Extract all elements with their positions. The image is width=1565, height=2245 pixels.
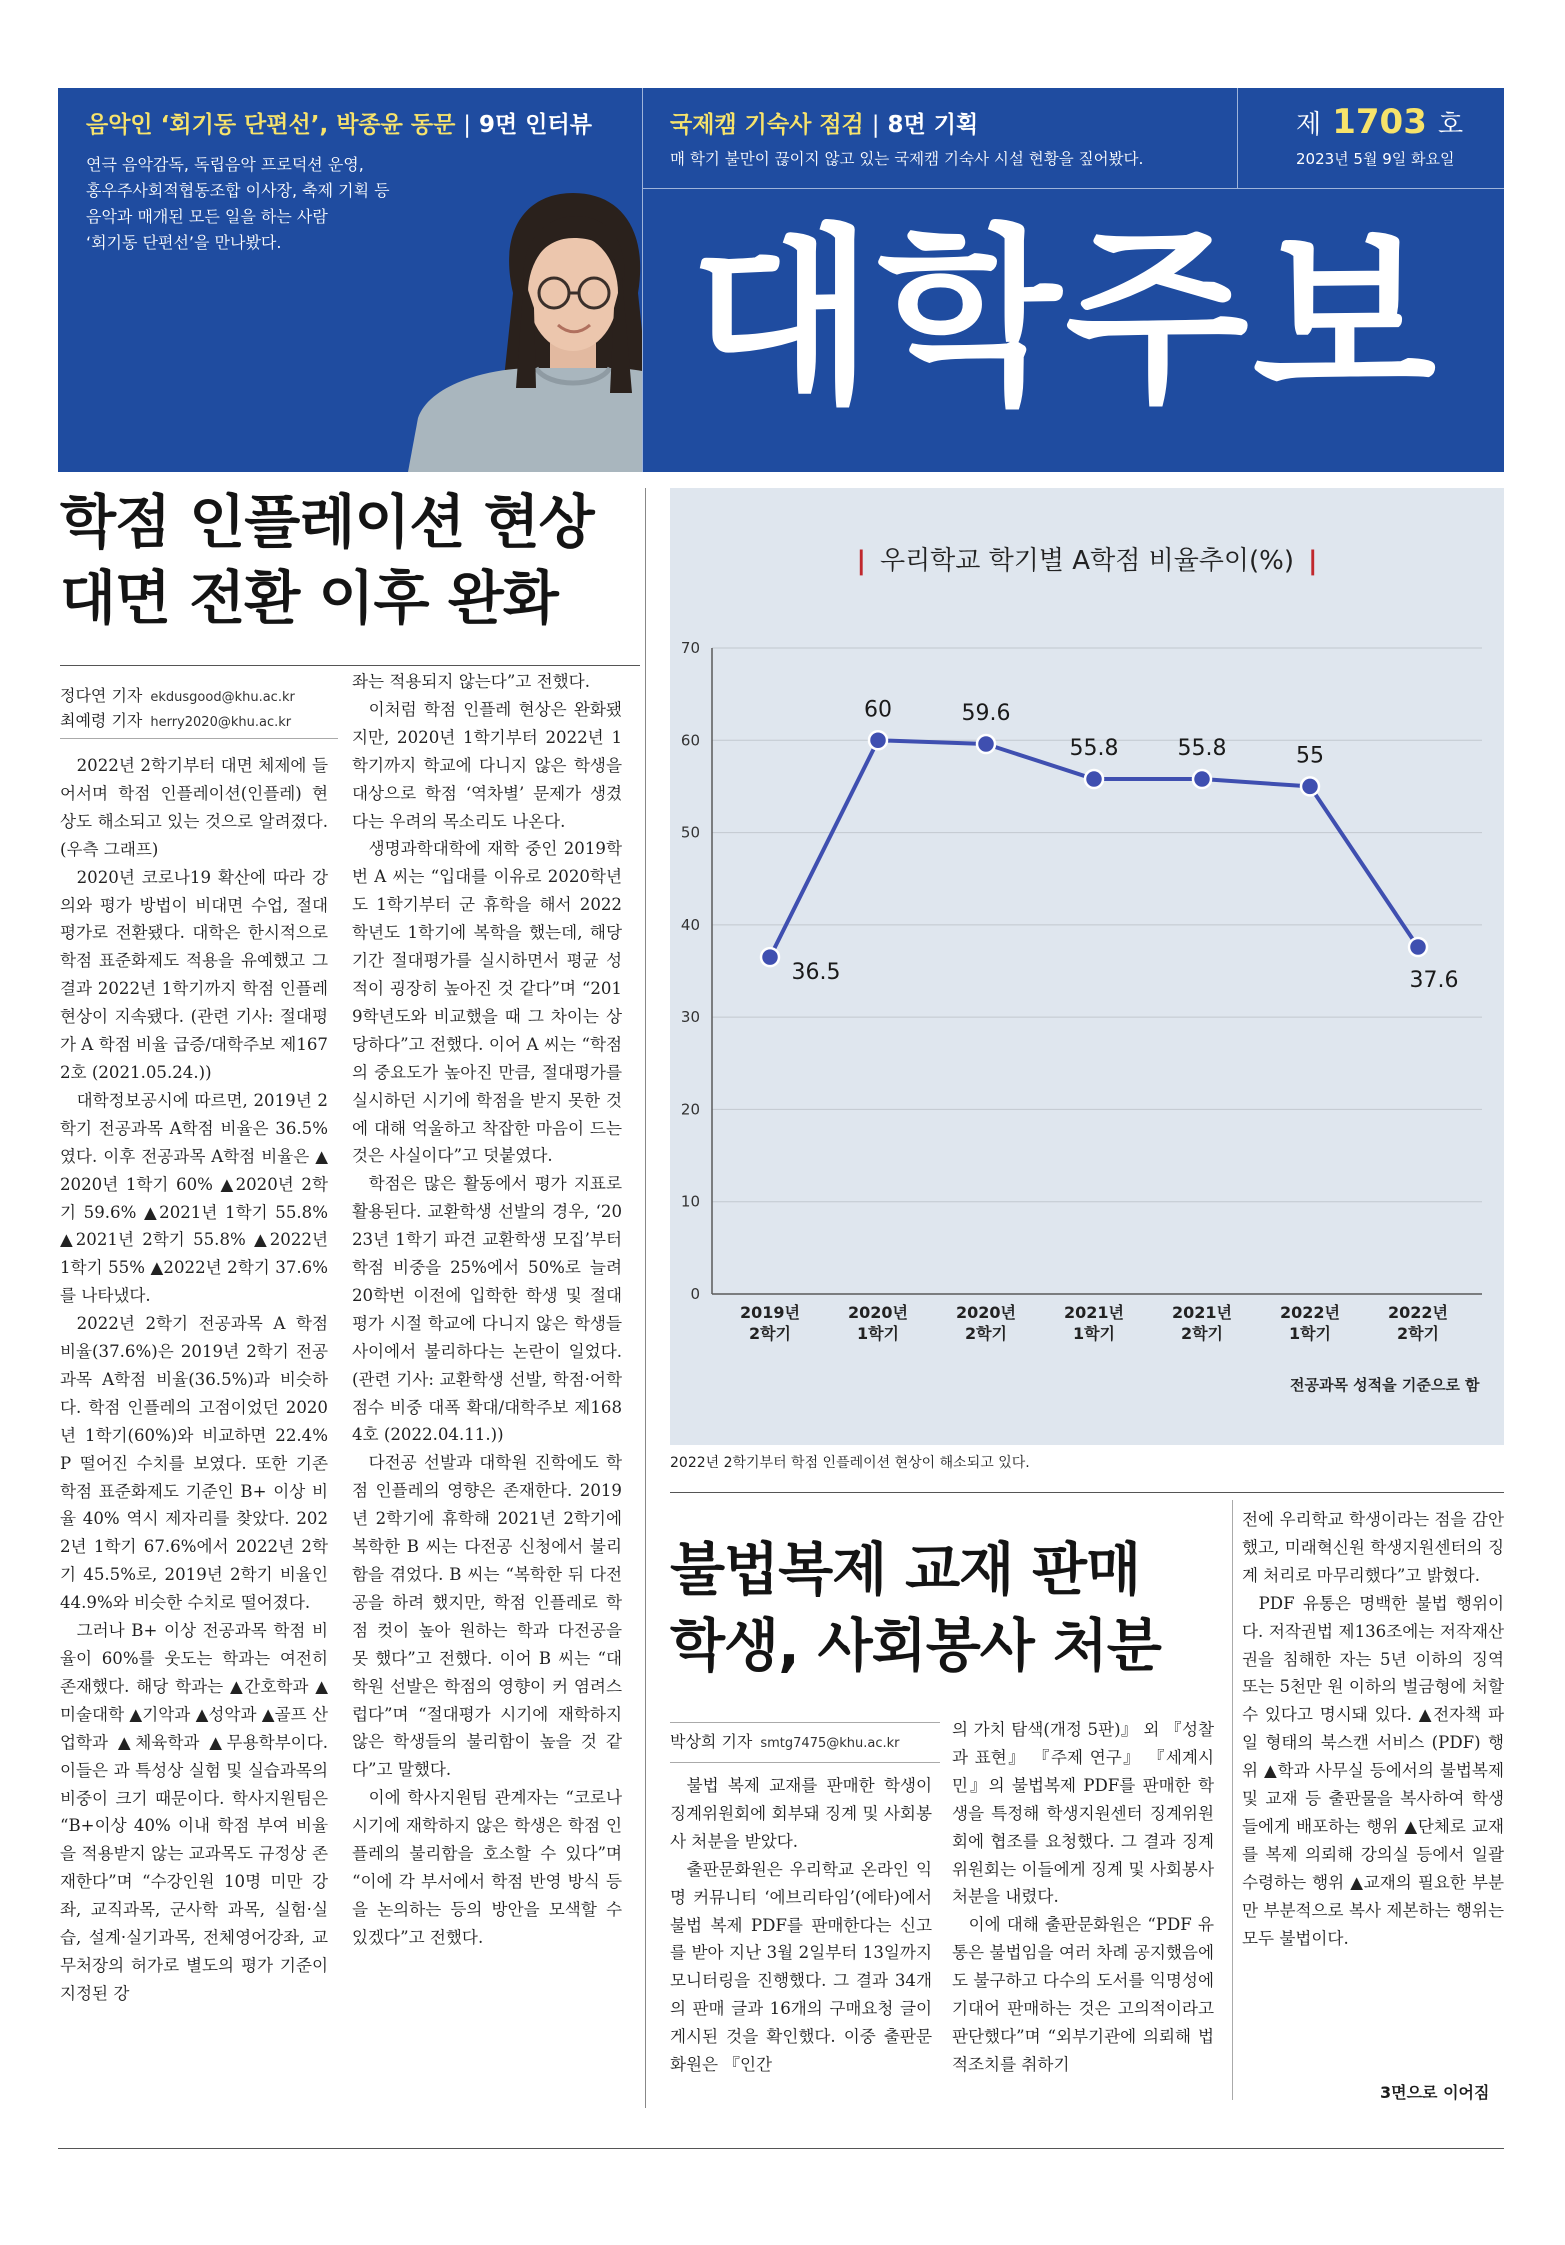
paragraph: 생명과학대학에 재학 중인 2019학번 A 씨는 “입대를 이유로 2020학년도 1학기부터 군 휴학을 해서 2022학년도 1학기에 복학을 했는데, 해당 기간 절대평가를 실시하면서 평균 성적이 굉장히 높아진 것 같다”며 “2019학년도와 비교했을 때 그 차이는 상당하다”고 전했다. 이어 A 씨는 “학점의 중요도가 높아진 만큼, 절대평가를 실시하던 시기에 학점을 받지 못한 것에 대해 억울하고 착잡한 마음이 드는 것은 사실이다”고 덧붙였다.	[352, 839, 622, 1166]
data-label: 55.8	[1177, 736, 1227, 762]
article1-column-2	[352, 668, 622, 2092]
x-tick-label: 2021년	[1172, 1303, 1232, 1322]
article2-column-1	[670, 1772, 932, 2092]
byline-rule-bottom	[670, 1762, 940, 1763]
paragraph: 이에 대해 출판문화원은 “PDF 유통은 불법임을 여러 차례 공지했음에도 불구하고 다수의 도서를 익명성에 기대어 판매하는 것은 고의적이라고 판단했다”며 “외부기관에 의뢰해 법적조치를 취하기	[952, 1915, 1214, 2074]
x-tick-label: 2학기	[748, 1324, 792, 1343]
reporter-name: 박상희 기자	[670, 1732, 753, 1751]
data-point	[869, 731, 887, 749]
byline-row	[60, 709, 295, 734]
x-tick-label: 2022년	[1280, 1303, 1340, 1322]
x-tick-label: 2021년	[1064, 1303, 1124, 1322]
issue-prefix: 제	[1296, 110, 1322, 140]
title-bar-right: |	[1308, 546, 1318, 576]
column-divider	[645, 488, 646, 2108]
data-point	[977, 735, 995, 753]
paragraph: 출판문화원은 우리학교 온라인 익명 커뮤니티 ‘에브리타임’(에타)에서 불법 복제 PDF를 판매한다는 신고를 받아 지난 3월 2일부터 13일까지 모니터링을 진행했다. 그 결과 34개의 판매 글과 16개의 구매요청 글이 게시된 것을 확인했다. 이중 출판문화원은 『인간	[670, 1859, 932, 2075]
data-point	[761, 948, 779, 966]
paragraph: 불법 복제 교재를 판매한 학생이 징계위원회에 회부돼 징계 및 사회봉사 처분을 받았다.	[670, 1776, 932, 1851]
paragraph: 이에 학사지원팀 관계자는 “코로나 시기에 재학하지 않은 학생은 학점 인플레의 불리함을 호소할 수 있다”며 “이에 각 부서에서 학점 반영 방식 등을 논의하는 등의 방안을 모색할 수 있겠다”고 전했다.	[352, 1788, 622, 1947]
interview-line: 음악과 매개된 모든 일을 하는 사람	[86, 207, 328, 226]
article2-headline[interactable]	[670, 1532, 1161, 1684]
paragraph: 의 가치 탐색(개정 5판)』 외 『성찰과 표현』 『주제 연구』 『세계시민』의 불법복제 PDF를 판매한 학생을 특정해 학생지원센터 징계위원회에 협조를 요청했다. 그 결과 징계위원회는 이들에게 징계 및 사회봉사 처분을 내렸다.	[952, 1720, 1214, 1907]
interviewee-photo	[58, 88, 642, 472]
paragraph: 학점은 많은 활동에서 평가 지표로 활용된다. 교환학생 선발의 경우, ‘2023년 1학기 파견 교환학생 모집’부터 학점 비중을 25%에서 50%로 늘려 20학번 이전에 입학한 학생 및 절대평가 시절 학교에 다니지 않은 학생들 사이에서 불리하다는 논란이 일었다. (관련 기사: 교환학생 선발, 학점·어학점수 비중 대폭 확대/대학주보 제1684호 (2022.04.11.))	[352, 1174, 622, 1445]
data-point	[1301, 777, 1319, 795]
y-tick-label: 50	[680, 823, 700, 842]
title-bar-left: |	[856, 546, 866, 576]
paragraph: 이처럼 학점 인플레 현상은 완화됐지만, 2020년 1학기부터 2022년 1학기까지 학교에 다니지 않은 학생을 대상으로 학점 ‘역차별’ 문제가 생겼다는 우려의 목소리도 나온다.	[352, 699, 622, 831]
chart-title-text: 우리학교 학기별 A학점 비율추이(%)	[879, 546, 1295, 576]
x-tick-label: 2학기	[964, 1324, 1008, 1343]
byline-rule	[60, 738, 338, 739]
line-chart	[670, 488, 1504, 1445]
article2-column-2	[952, 1716, 1214, 2092]
paragraph: 다전공 선발과 대학원 진학에도 학점 인플레의 영향은 존재한다. 2019년 2학기에 휴학해 2021년 2학기에 복학한 B 씨는 다전공 신청에서 불리함을 겪었다. B 씨는 “복학한 뒤 다전공을 하려 했지만, 학점 인플레로 학점 컷이 높아 원하는 학과 다전공을 못 했다”고 전했다. 이어 B 씨는 “대학원 선발은 학점의 영향이 커 염려스럽다”며 “절대평가 시기에 재학하지 않은 학생들의 불리함이 높을 것 같다”고 말했다.	[352, 1453, 622, 1780]
masthead-divider	[642, 88, 643, 472]
x-tick-label: 1학기	[1288, 1324, 1332, 1343]
paragraph: 대학정보공시에 따르면, 2019년 2학기 전공과목 A학점 비율은 36.5%였다. 이후 전공과목 A학점 비율은 ▲2020년 1학기 60% ▲2020년 2학기 59.6% ▲2021년 1학기 55.8% ▲2021년 2학기 55.8% ▲2022년 1학기 55% ▲2022년 2학기 37.6%를 나타냈다.	[60, 1090, 328, 1306]
page-bottom-rule	[58, 2148, 1504, 2149]
issue-value: 1703	[1332, 102, 1427, 142]
article1-byline	[60, 684, 295, 734]
chart-note: 전공과목 성적을 기준으로 함	[1290, 1376, 1480, 1394]
y-tick-label: 10	[680, 1192, 700, 1211]
data-point	[1409, 938, 1427, 956]
x-tick-label: 2학기	[1180, 1324, 1224, 1343]
interview-line: ‘회기동 단편선’을 만나봤다.	[86, 233, 282, 252]
interview-title: 음악인 ‘회기동 단편선’, 박종윤 동문	[86, 112, 456, 138]
column-divider	[1232, 1500, 1233, 2100]
y-tick-label: 20	[680, 1100, 700, 1119]
paragraph: 좌는 적용되지 않는다”고 전했다.	[352, 672, 590, 691]
x-tick-label: 1학기	[1072, 1324, 1116, 1343]
article1-rule	[60, 665, 640, 666]
article1-headline[interactable]	[60, 484, 594, 636]
feature-page: 8면 기획	[887, 112, 979, 138]
article2-byline	[670, 1730, 900, 1755]
paragraph: 그러나 B+ 이상 전공과목 학점 비율이 60%를 웃도는 학과는 여전히 존재했다. 해당 학과는 ▲간호학과 ▲미술대학 ▲기악과 ▲성악과 ▲골프 산업학과 ▲체육학과 ▲무용학부이다. 이들은 과 특성상 실험 및 실습과목의 비중이 크기 때문이다. 학사지원팀은 “B+이상 40% 이내 학점 부여 비율을 적용받지 않는 교과목도 규정상 존재한다”며 “수강인원 10명 미만 강좌, 교직과목, 군사학 과목, 실험·실습, 설계·실기과목, 전체영어강좌, 교무처장의 허가로 별도의 평가 기준이 지정된 강	[60, 1621, 328, 2003]
data-label: 55.8	[1069, 736, 1119, 762]
paragraph: 2022년 2학기 전공과목 A 학점 비율(37.6%)은 2019년 2학기 전공과목 A학점 비율(36.5%)과 비슷하다. 학점 인플레의 고점이었던 2020년 1학기(60%)와 비교하면 22.4%P 떨어진 수치를 보였다. 또한 기존 학점 표준화제도 기준인 B+ 이상 비율 40% 역시 제자리를 찾았다. 2022년 1학기 67.6%에서 2022년 2학기 45.5%로, 2019년 2학기 비율인 44.9%와 비슷한 수치로 떨어졌다.	[60, 1314, 328, 1613]
x-tick-label: 1학기	[856, 1324, 900, 1343]
article1-column-1	[60, 752, 328, 2092]
data-label: 36.5	[791, 960, 841, 986]
paragraph: 2022년 2학기부터 대면 체제에 들어서며 학점 인플레이션(인플레) 현상도 해소되고 있는 것으로 알려졌다.(우측 그래프)	[60, 756, 328, 859]
chart-caption: 2022년 2학기부터 학점 인플레이션 현상이 해소되고 있다.	[670, 1455, 1030, 1471]
continued-on-page[interactable]: 3면으로 이어짐	[1380, 2083, 1490, 2102]
byline-rule-top	[670, 1722, 940, 1723]
y-tick-label: 0	[690, 1285, 700, 1303]
interview-line: 연극 음악감독, 독립음악 프로덕션 운영,	[86, 155, 364, 174]
y-tick-label: 60	[680, 731, 700, 750]
feature-teaser-desc: 매 학기 불만이 끊이지 않고 있는 국제캠 기숙사 시설 현황을 짚어봤다.	[670, 150, 1144, 168]
x-tick-label: 2학기	[1396, 1324, 1440, 1343]
paragraph: 2020년 코로나19 확산에 따라 강의와 평가 방법이 비대면 수업, 절대평가로 전환됐다. 대학은 한시적으로 학점 표준화제도 적용을 유예했고 그 결과 2022년 1학기까지 학점 인플레 현상이 지속됐다. (관련 기사: 절대평가 A 학점 비율 급증/대학주보 제1672호 (2021.05.24.))	[60, 867, 328, 1082]
reporter-email[interactable]: herry2020@khu.ac.kr	[150, 715, 292, 730]
headline-line: 학점 인플레이션 현상	[60, 488, 594, 556]
interview-page: 9면 인터뷰	[479, 112, 592, 138]
article2-top-rule	[670, 1492, 1504, 1493]
reporter-email[interactable]: smtg7475@khu.ac.kr	[760, 1736, 900, 1751]
article2-column-3	[1242, 1506, 1504, 2066]
data-label: 55	[1296, 743, 1324, 769]
interview-teaser-title[interactable]: 음악인 ‘회기동 단편선’, 박종윤 동문 | 9면 인터뷰	[86, 112, 592, 138]
reporter-name: 최예령 기자	[60, 711, 143, 730]
newspaper-logo[interactable]: 대학주보	[690, 208, 1441, 429]
y-tick-label: 70	[680, 639, 700, 657]
byline-row	[60, 684, 295, 709]
y-tick-label: 40	[680, 915, 700, 934]
paragraph: 전에 우리학교 학생이라는 점을 감안했고, 미래혁신원 학생지원센터의 징계 처리로 마무리했다”고 밝혔다.	[1242, 1510, 1504, 1585]
masthead-divider	[1237, 88, 1238, 188]
issue-number	[1296, 102, 1463, 142]
headline-line: 학생, 사회봉사 처분	[670, 1613, 1161, 1679]
issue-suffix: 호	[1437, 110, 1464, 140]
data-point	[1085, 770, 1103, 788]
headline-line: 대면 전환 이후 완화	[60, 564, 558, 632]
reporter-email[interactable]: ekdusgood@khu.ac.kr	[150, 690, 295, 705]
masthead-divider	[642, 188, 1504, 189]
feature-teaser-title[interactable]: 국제캠 기숙사 점검 | 8면 기획	[670, 112, 979, 138]
x-tick-label: 2020년	[848, 1303, 908, 1322]
x-tick-label: 2020년	[956, 1303, 1016, 1322]
data-label: 37.6	[1409, 968, 1459, 994]
interview-teaser-body	[86, 152, 390, 256]
reporter-name: 정다연 기자	[60, 686, 143, 705]
data-point	[1193, 770, 1211, 788]
y-tick-label: 30	[680, 1008, 700, 1027]
x-tick-label: 2022년	[1388, 1303, 1448, 1322]
feature-title: 국제캠 기숙사 점검	[670, 112, 864, 138]
headline-line: 불법복제 교재 판매	[670, 1537, 1141, 1603]
issue-date: 2023년 5월 9일 화요일	[1296, 150, 1455, 168]
x-tick-label: 2019년	[740, 1303, 800, 1322]
data-label: 59.6	[961, 700, 1011, 726]
interview-line: 홍우주사회적협동조합 이사장, 축제 기획 등	[86, 181, 390, 200]
data-label: 60	[864, 697, 892, 723]
paragraph: PDF 유통은 명백한 불법 행위이다. 저작권법 제136조에는 저작재산권을 침해한 자는 5년 이하의 징역 또는 5천만 원 이하의 벌금형에 처할 수 있다고 명시돼 있다. ▲전자책 파일 형태의 북스캔 서비스 (PDF) 행위 ▲학과 사무실 등에서의 불법복제 및 교재 등 출판물을 복사하여 학생들에게 배포하는 행위 ▲단체로 교재를 복제 의뢰해 강의실 등에서 일괄 수령하는 행위 ▲교재의 필요한 부분만 부분적으로 복사 제본하는 행위는 모두 불법이다.	[1242, 1593, 1504, 1948]
